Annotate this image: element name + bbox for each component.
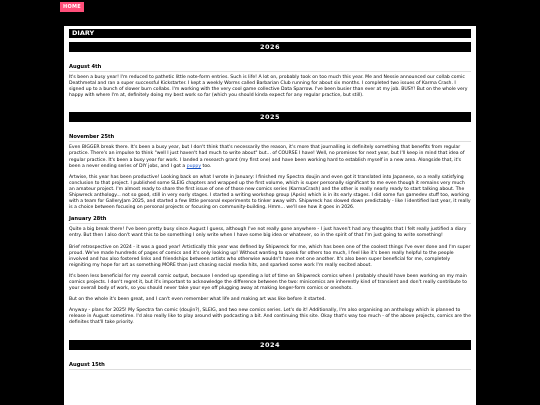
diary-page (64, 26, 476, 405)
entry-text: too. (201, 163, 212, 169)
entry-paragraph (69, 145, 471, 169)
entry-paragraph: It's been a busy year! I'm reduced to pathetic little note-form entries. Such is life! A lot on, probably took on too much this year. Me and Nessie announced our collab comic Deathmetal and ran a super successful Kickstarter. I kept a weekly Worms called Barbarian Club running for about six months. I completed two issues of Karma Crash. I signed up to a bunch of slower burn collabs. I'm working with the very cool game collective Data Sparrow. I've been busier than ever at my job. BUSY! But on the whole very happy with where I'm at, definitely doing my best work so far (which you should kinda expect for any regular practice, but still). (69, 75, 468, 99)
year-heading-2026: 2026 (69, 42, 471, 52)
entry-date: January 28th (69, 216, 471, 224)
entry-date: November 25th (69, 134, 471, 142)
puppy-link[interactable]: puppy (186, 163, 202, 169)
entry-date: August 4th (69, 64, 471, 72)
entry-text: Even BIGGER break there. It's been a busy year, but I don't think that's necessarily the reason, it's more that journalling is definitely something that benefits from regular practice. There's an impulse to think "well I just haven't had much to write about" but... of COURSE I have! Well, no promises for next year, but I'll keep in mind that idea of regular practice. It's been a busy year for work. I landed a research grant (my first one) and have been working hard to establish myself in a new area. Alongside that, it's been a never ending series of DIY jobs, and I got a (69, 145, 465, 169)
entry-paragraph: Brief retrospective on 2024 - it was a good year! Artistically this year was defined by Shipwreck for me, which has been one of the coolest things I've ever done and I'm super proud. We've made hundreds of pages of comics and it's only looking up! Without wanting to speak for others too much, I feel like it's been really helpful to the people involved and has also fostered links and friendships between artists who otherwise wouldn't have met one another. It's also been super beneficial for me, completely reigniting my hope for art as something MORE than just chasing social media hits, and sparked some work I'm really excited about. (69, 244, 471, 268)
entry-date: August 15th (69, 362, 471, 370)
year-heading-2024: 2024 (69, 340, 471, 350)
entry-paragraph: Anyway - plans for 2025! My Spectra fan comic (doujin?), SLEIG, and two new comics series. Let's do it! Additionally, I'm also organising an anthology which is planned to release in August sometime. I'd also really like to play around with podcasting a bit. And continuing this site. Okay that's way too much - of the above projects, comics are the definites that'll take priority. (69, 308, 471, 326)
home-button[interactable]: HOME (60, 2, 84, 12)
entry-paragraph: Quite a big break there! I've been pretty busy since August I guess, although I've not really gone anywhere - I just haven't had any thoughts that I felt really justified a diary entry. But then I also don't want this to be something I only write when I have some big idea or whatever, so in the spirit of that I'm just going to write something! (69, 227, 467, 239)
entry-paragraph: It's been less beneficial for my overall comic output, because I ended up spending a lot of time on Shipwreck comics when I probably should have been working on my main comics projects. I don't regret it, but it's important to acknowledge the difference between the two: minicomics are inherently kind of transient and don't really contribute to your overall body of work, so you should never take your eye off plugging away at making longer-form comics or oneshots. (69, 273, 467, 292)
entry-paragraph: Artwise, this year has been productive! Looking back on what I wrote in January: I finished my Spectra doujin and even got it translated into Japanese, so a really satisfying conclusion to that project. I published some SLEIG chapters and wrapped up the first volume, which is super personally significant to me even though it remains very much an amateur project. I'm almost ready to share the first issue of one of those new comics series (KarmaCrash) and the other is really nearly ready to start talking about. The Shipwreck anthology... not so good, still in very early stages. I started a writing workshop group (Apsis) which is in its early stages. I did some fun gamedev stuff too, working with a team for GalleryJam 2025, and started a few little personal experiments to tinker away with. Shipwreck has slowed down predictably - like I identified last year, it really is a choice between focusing on personal projects or focusing on community-building. Hmm... we'll see how it goes in 2026. (69, 174, 471, 211)
diary-header: DIARY (69, 29, 471, 38)
entry-paragraph: But on the whole it's been great, and I can't even remember what life and making art was like before it started. (69, 297, 326, 303)
year-heading-2025: 2025 (69, 112, 471, 122)
